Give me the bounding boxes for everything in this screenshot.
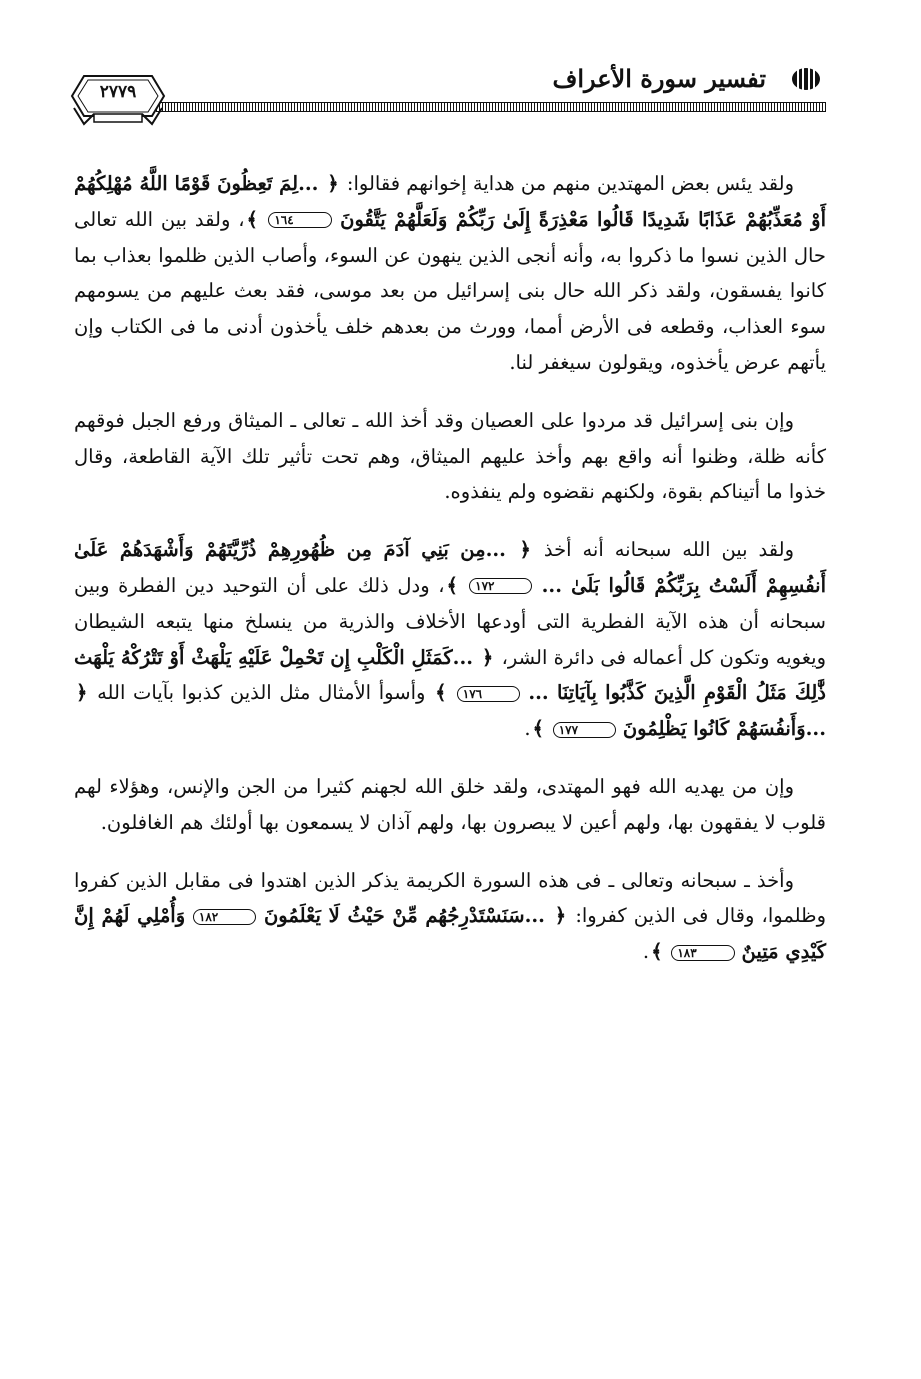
body-text: . (524, 717, 531, 741)
ornate-bracket: ﴾ (246, 207, 267, 231)
verse-number: ١٧٢ (469, 578, 532, 594)
verse-number: ١٦٤ (268, 212, 331, 228)
running-title: تفسير سورة الأعراف (552, 64, 766, 93)
quran-quote: ...وَأَنفُسَهُمْ كَانُوا يَظْلِمُونَ (616, 717, 826, 741)
paragraph (74, 166, 826, 381)
ornate-bracket: ﴿ (481, 645, 494, 669)
body-text: ، ولقد بين الله تعالى حال الذين نسوا ما ذكروا به، وأنه أنجى الذين ينهون عن السوء، وأصاب الذين ظلموا بعذاب بما كانوا يفسقون، ولقد ذكر الله حال بنى إسرائيل من بعد موسى، فقد بعث عليهم من يسومهم سوء العذاب، وقطعه فى الأرض أمما، وورث من بعدهم خلف يأخذون أدنى ما فى الكتاب وإن يأتهم عرض يأخذوه، ويقولون سيغفر لنا. (74, 207, 826, 374)
body-text: ولقد يئس بعض المهتدين منهم من هداية إخوانهم فقالوا: (340, 172, 794, 195)
ornament-icon (786, 66, 826, 92)
ornate-bracket: ﴿ (327, 172, 339, 195)
body-text: وإن من يهديه الله فهو المهتدى، ولقد خلق الله لجهنم كثيرا من الجن والإنس، وهؤلاء لهم قلوب لا يفقهون بها، ولهم أعين لا يبصرون بها، ولهم آذان لا يسمعون بها أولئك هم الغافلون. (74, 774, 826, 834)
body-text: ولقد بين الله سبحانه أنه أخذ (532, 538, 794, 562)
page-body (74, 166, 826, 970)
paragraph (74, 769, 826, 841)
quran-quote: ...سَنَسْتَدْرِجُهُم مِّنْ حَيْثُ لَا يَعْلَمُونَ (256, 904, 553, 928)
header-rule (156, 102, 826, 112)
page-number-frame (70, 74, 166, 134)
paragraph (74, 403, 826, 510)
quran-quote: ...مِن بَنِي آدَمَ مِن ظُهُورِهِمْ ذُرِّيَّتَهُمْ وَأَشْهَدَهُمْ عَلَىٰ أَنفُسِهِمْ أَلَسْتُ بِرَبِّكُمْ قَالُوا بَلَىٰ ... (74, 538, 826, 597)
ornate-bracket: ﴾ (532, 717, 551, 741)
paragraph (74, 532, 826, 747)
body-text: ، ودل ذلك على أن التوحيد دين الفطرة وبين سبحانه أن هذه الآية الفطرية التى أودعها الأخلاف والذرية من ينسلخ منها يتبعه الشيطان ويغويه وتكون كل أعماله فى دائرة الشر، (74, 573, 826, 669)
paragraph (74, 863, 826, 970)
ornate-bracket: ﴿ (554, 904, 567, 928)
verse-number: ١٨٣ (671, 945, 734, 961)
ornate-bracket: ﴾ (446, 573, 468, 597)
page-number: ٢٧٧٩ (99, 82, 137, 102)
body-text: وأسوأ الأمثال مثل الذين كذبوا بآيات الله (89, 681, 434, 705)
body-text: وأخذ ـ سبحانه وتعالى ـ فى هذه السورة الكريمة يذكر الذين اهتدوا فى مقابل الذين كفروا وظلموا، وقال فى الذين كفروا: (74, 868, 826, 928)
ornate-bracket: ﴾ (651, 940, 670, 964)
verse-number: ١٧٧ (553, 722, 616, 738)
ornate-bracket: ﴾ (435, 681, 455, 705)
quran-quote: ...كَمَثَلِ الْكَلْبِ إِن تَحْمِلْ عَلَيْهِ يَلْهَثْ أَوْ تَتْرُكْهُ يَلْهَث ذَّٰلِكَ مَثَلُ الْقَوْمِ الَّذِينَ كَذَّبُوا بِآيَاتِنَا ... (74, 645, 826, 705)
quran-quote: ...لِمَ تَعِظُونَ قَوْمًا اللَّهُ مُهْلِكُهُمْ أَوْ مُعَذِّبُهُمْ عَذَابًا شَدِيدًا قَالُوا مَعْذِرَةً إِلَىٰ رَبِّكُمْ وَلَعَلَّهُمْ يَتَّقُونَ (74, 172, 826, 231)
verse-number: ١٧٦ (457, 686, 520, 702)
verse-number: ١٨٢ (193, 909, 256, 925)
body-text: وإن بنى إسرائيل قد مردوا على العصيان وقد أخذ الله ـ تعالى ـ الميثاق ورفع الجبل فوقهم كأنه ظلة، وظنوا أنه واقع بهم وأخذ عليهم الميثاق، وهم تحت تأثير تلك الآية القاطعة، وقال خذوا ما أتيناكم بقوة، ولكنهم نقضوه ولم ينفذوه. (74, 408, 826, 504)
page-header (70, 56, 826, 136)
quran-quote: وَأُمْلِي لَهُمْ إِنَّ كَيْدِي مَتِينٌ (74, 904, 826, 964)
body-text: . (642, 940, 650, 964)
ornate-bracket: ﴿ (76, 681, 88, 705)
ornate-bracket: ﴿ (519, 538, 531, 562)
